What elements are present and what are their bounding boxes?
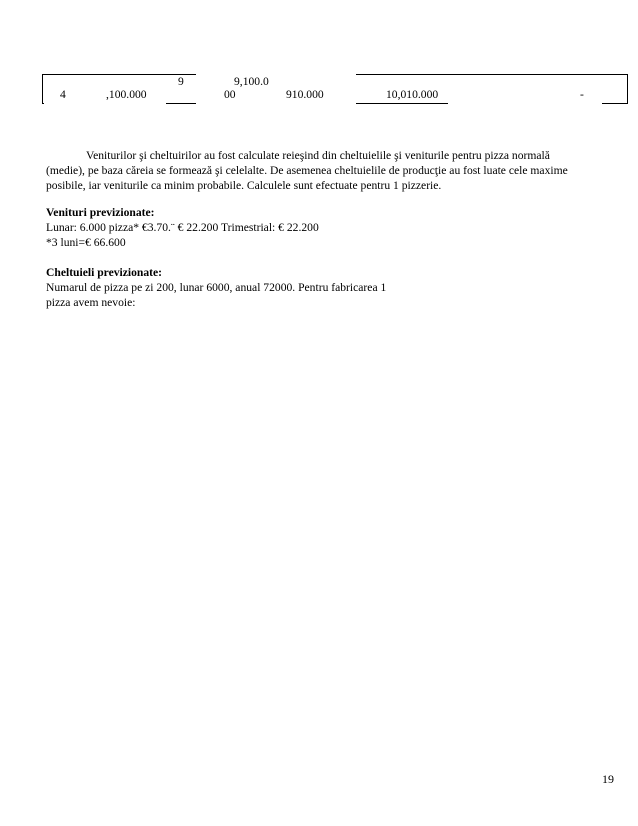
cell-r2-c6: - [580,88,584,101]
expenses-line-2: pizza avem nevoie: [46,296,136,309]
expenses-line-1: Numarul de pizza pe zi 200, lunar 6000, anual 72000. Pentru fabricarea 1 [46,281,387,294]
cell-r2-c3: 00 [224,88,236,101]
table-left-border [42,74,43,104]
table-right-border [627,74,628,104]
cell-r2-c1: 4 [60,88,66,101]
table-top-border-right [356,74,628,75]
page-number: 19 [602,772,614,786]
intro-line-3: posibile, iar veniturile ca minim probabile. Calculele sunt efectuate pentru 1 pizzerie. [46,179,442,192]
cell-r1-c3: 9 [178,75,184,88]
cell-r2-c5: 10,010.000 [386,88,439,101]
revenue-line-2: *3 luni=€ 66.600 [46,236,126,249]
table-fragment [42,74,628,104]
intro-line-2: (medie), pe baza căreia se formează şi celelalte. De asemenea cheltuielile de producţie au fost luate cele maxime [46,164,568,177]
table-bottom-border-a [42,103,44,104]
expenses-heading: Cheltuieli previzionate: [46,266,163,279]
expenses-section [46,265,616,310]
revenue-line-1: Lunar: 6.000 pizza* €3.70.¨ € 22.200 Trimestrial: € 22.200 [46,221,319,234]
cell-r1-c4: 9,100.0 [234,75,269,88]
revenue-heading: Venituri previzionate: [46,206,155,219]
table-bottom-border-d [602,103,628,104]
table-bottom-border-c [356,103,448,104]
table-bottom-border-b [166,103,196,104]
cell-r2-c4: 910.000 [286,88,324,101]
table-top-border-left [42,74,196,75]
revenue-section [46,205,616,250]
cell-r2-c2: ,100.000 [106,88,147,101]
intro-paragraph [46,148,616,193]
intro-line-1: Veniturilor şi cheltuirilor au fost calculate reieşind din cheltuielile şi veniturile pentru pizza normală [86,149,550,162]
